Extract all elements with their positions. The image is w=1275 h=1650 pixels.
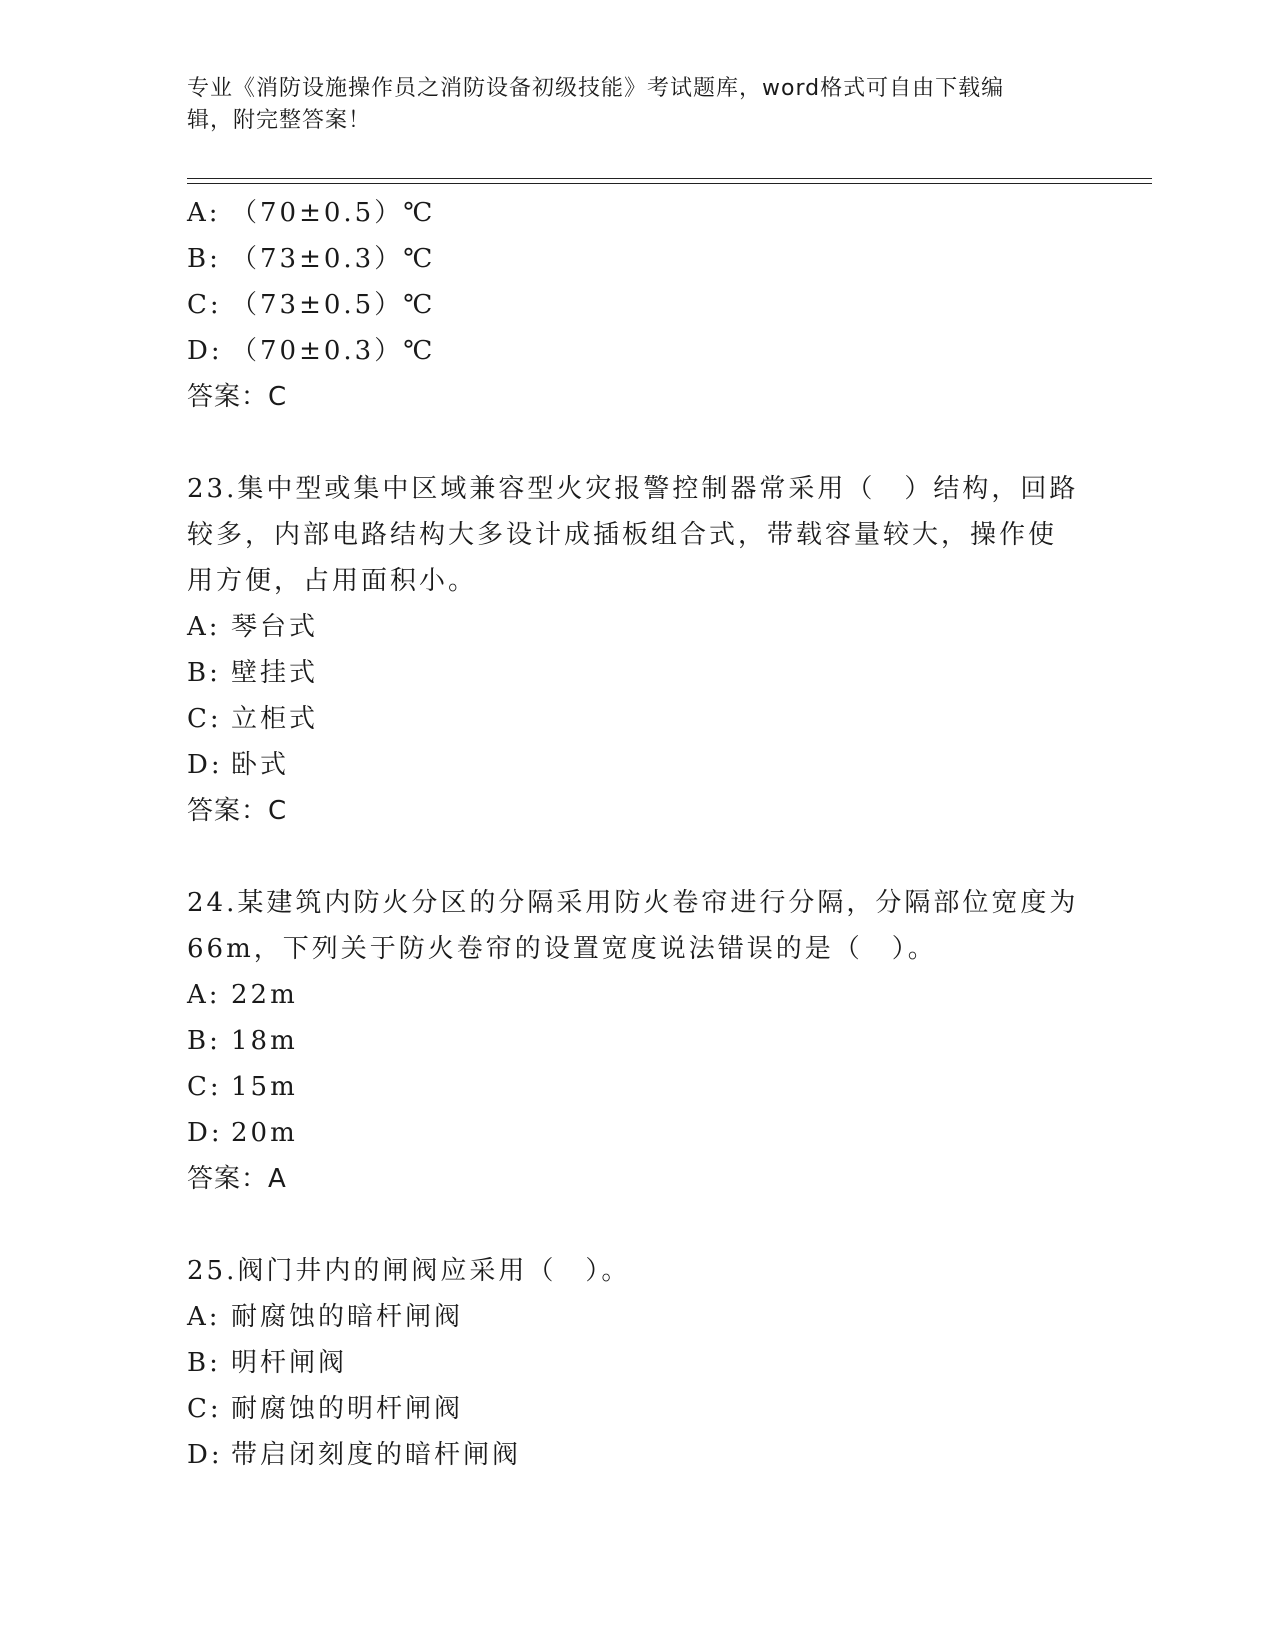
- option-letter: D:: [187, 336, 223, 366]
- option-text: 20m: [231, 1118, 298, 1148]
- question-23: [187, 466, 1087, 834]
- question-25: [187, 1248, 1087, 1478]
- option-d: [187, 328, 1087, 374]
- option-letter: B:: [187, 1348, 221, 1378]
- answer-line: 答案：C: [187, 796, 288, 826]
- spacer: [187, 1202, 1087, 1248]
- option-letter: A:: [187, 1302, 221, 1332]
- header-divider-top: [187, 178, 1152, 179]
- option-c: [187, 696, 1087, 742]
- option-letter: B:: [187, 658, 221, 688]
- option-text: 琴台式: [231, 612, 319, 642]
- option-text: 立柜式: [231, 704, 319, 734]
- option-text: 壁挂式: [231, 658, 319, 688]
- question-list: [187, 190, 1087, 1478]
- question-text-line: 66m，下列关于防火卷帘的设置宽度说法错误的是（ ）。: [187, 934, 937, 964]
- header-line-1: 专业《消防设施操作员之消防设备初级技能》考试题库，word格式可自由下载编: [187, 76, 1005, 101]
- question-text-line: 25.阀门井内的闸阀应采用（ ）。: [187, 1256, 631, 1286]
- spacer: [187, 834, 1087, 880]
- option-text: 22m: [231, 980, 298, 1010]
- option-text: 带启闭刻度的暗杆闸阀: [231, 1440, 522, 1470]
- option-letter: A:: [187, 612, 221, 642]
- option-text: 明杆闸阀: [231, 1348, 348, 1378]
- option-text: 卧式: [231, 750, 290, 780]
- option-c: [187, 1386, 1087, 1432]
- option-letter: C:: [187, 704, 222, 734]
- question-text-line: 较多，内部电路结构大多设计成插板组合式，带载容量较大，操作使: [187, 520, 1058, 550]
- option-a: [187, 604, 1087, 650]
- option-letter: C:: [187, 290, 222, 320]
- option-text: （70±0.5）℃: [231, 198, 436, 228]
- option-letter: A:: [187, 198, 221, 228]
- option-letter: C:: [187, 1072, 222, 1102]
- option-d: [187, 1432, 1087, 1478]
- option-c: [187, 1064, 1087, 1110]
- option-text: 耐腐蚀的明杆闸阀: [231, 1394, 464, 1424]
- option-text: （73±0.5）℃: [231, 290, 436, 320]
- question-text-line: 用方便，占用面积小。: [187, 566, 478, 596]
- option-letter: C:: [187, 1394, 222, 1424]
- option-letter: B:: [187, 244, 221, 274]
- option-b: [187, 1018, 1087, 1064]
- option-d: [187, 742, 1087, 788]
- option-a: [187, 190, 1087, 236]
- answer-line: 答案：C: [187, 382, 288, 412]
- question-22: [187, 190, 1087, 420]
- option-a: [187, 972, 1087, 1018]
- option-text: （70±0.3）℃: [231, 336, 436, 366]
- question-text-line: 24.某建筑内防火分区的分隔采用防火卷帘进行分隔，分隔部位宽度为: [187, 888, 1079, 918]
- option-text: （73±0.3）℃: [231, 244, 436, 274]
- option-a: [187, 1294, 1087, 1340]
- option-letter: D:: [187, 1440, 223, 1470]
- document-header: [187, 73, 1067, 137]
- question-24: [187, 880, 1087, 1202]
- spacer: [187, 420, 1087, 466]
- option-letter: B:: [187, 1026, 221, 1056]
- option-d: [187, 1110, 1087, 1156]
- option-letter: D:: [187, 750, 223, 780]
- option-b: [187, 236, 1087, 282]
- answer-line: 答案：A: [187, 1164, 287, 1194]
- question-text-line: 23.集中型或集中区域兼容型火灾报警控制器常采用（ ）结构，回路: [187, 474, 1079, 504]
- option-letter: A:: [187, 980, 221, 1010]
- option-text: 耐腐蚀的暗杆闸阀: [231, 1302, 464, 1332]
- option-c: [187, 282, 1087, 328]
- header-line-2: 辑，附完整答案！: [187, 108, 372, 133]
- option-b: [187, 1340, 1087, 1386]
- option-letter: D:: [187, 1118, 223, 1148]
- option-text: 18m: [231, 1026, 298, 1056]
- option-b: [187, 650, 1087, 696]
- header-divider-bottom: [187, 183, 1152, 184]
- option-text: 15m: [231, 1072, 298, 1102]
